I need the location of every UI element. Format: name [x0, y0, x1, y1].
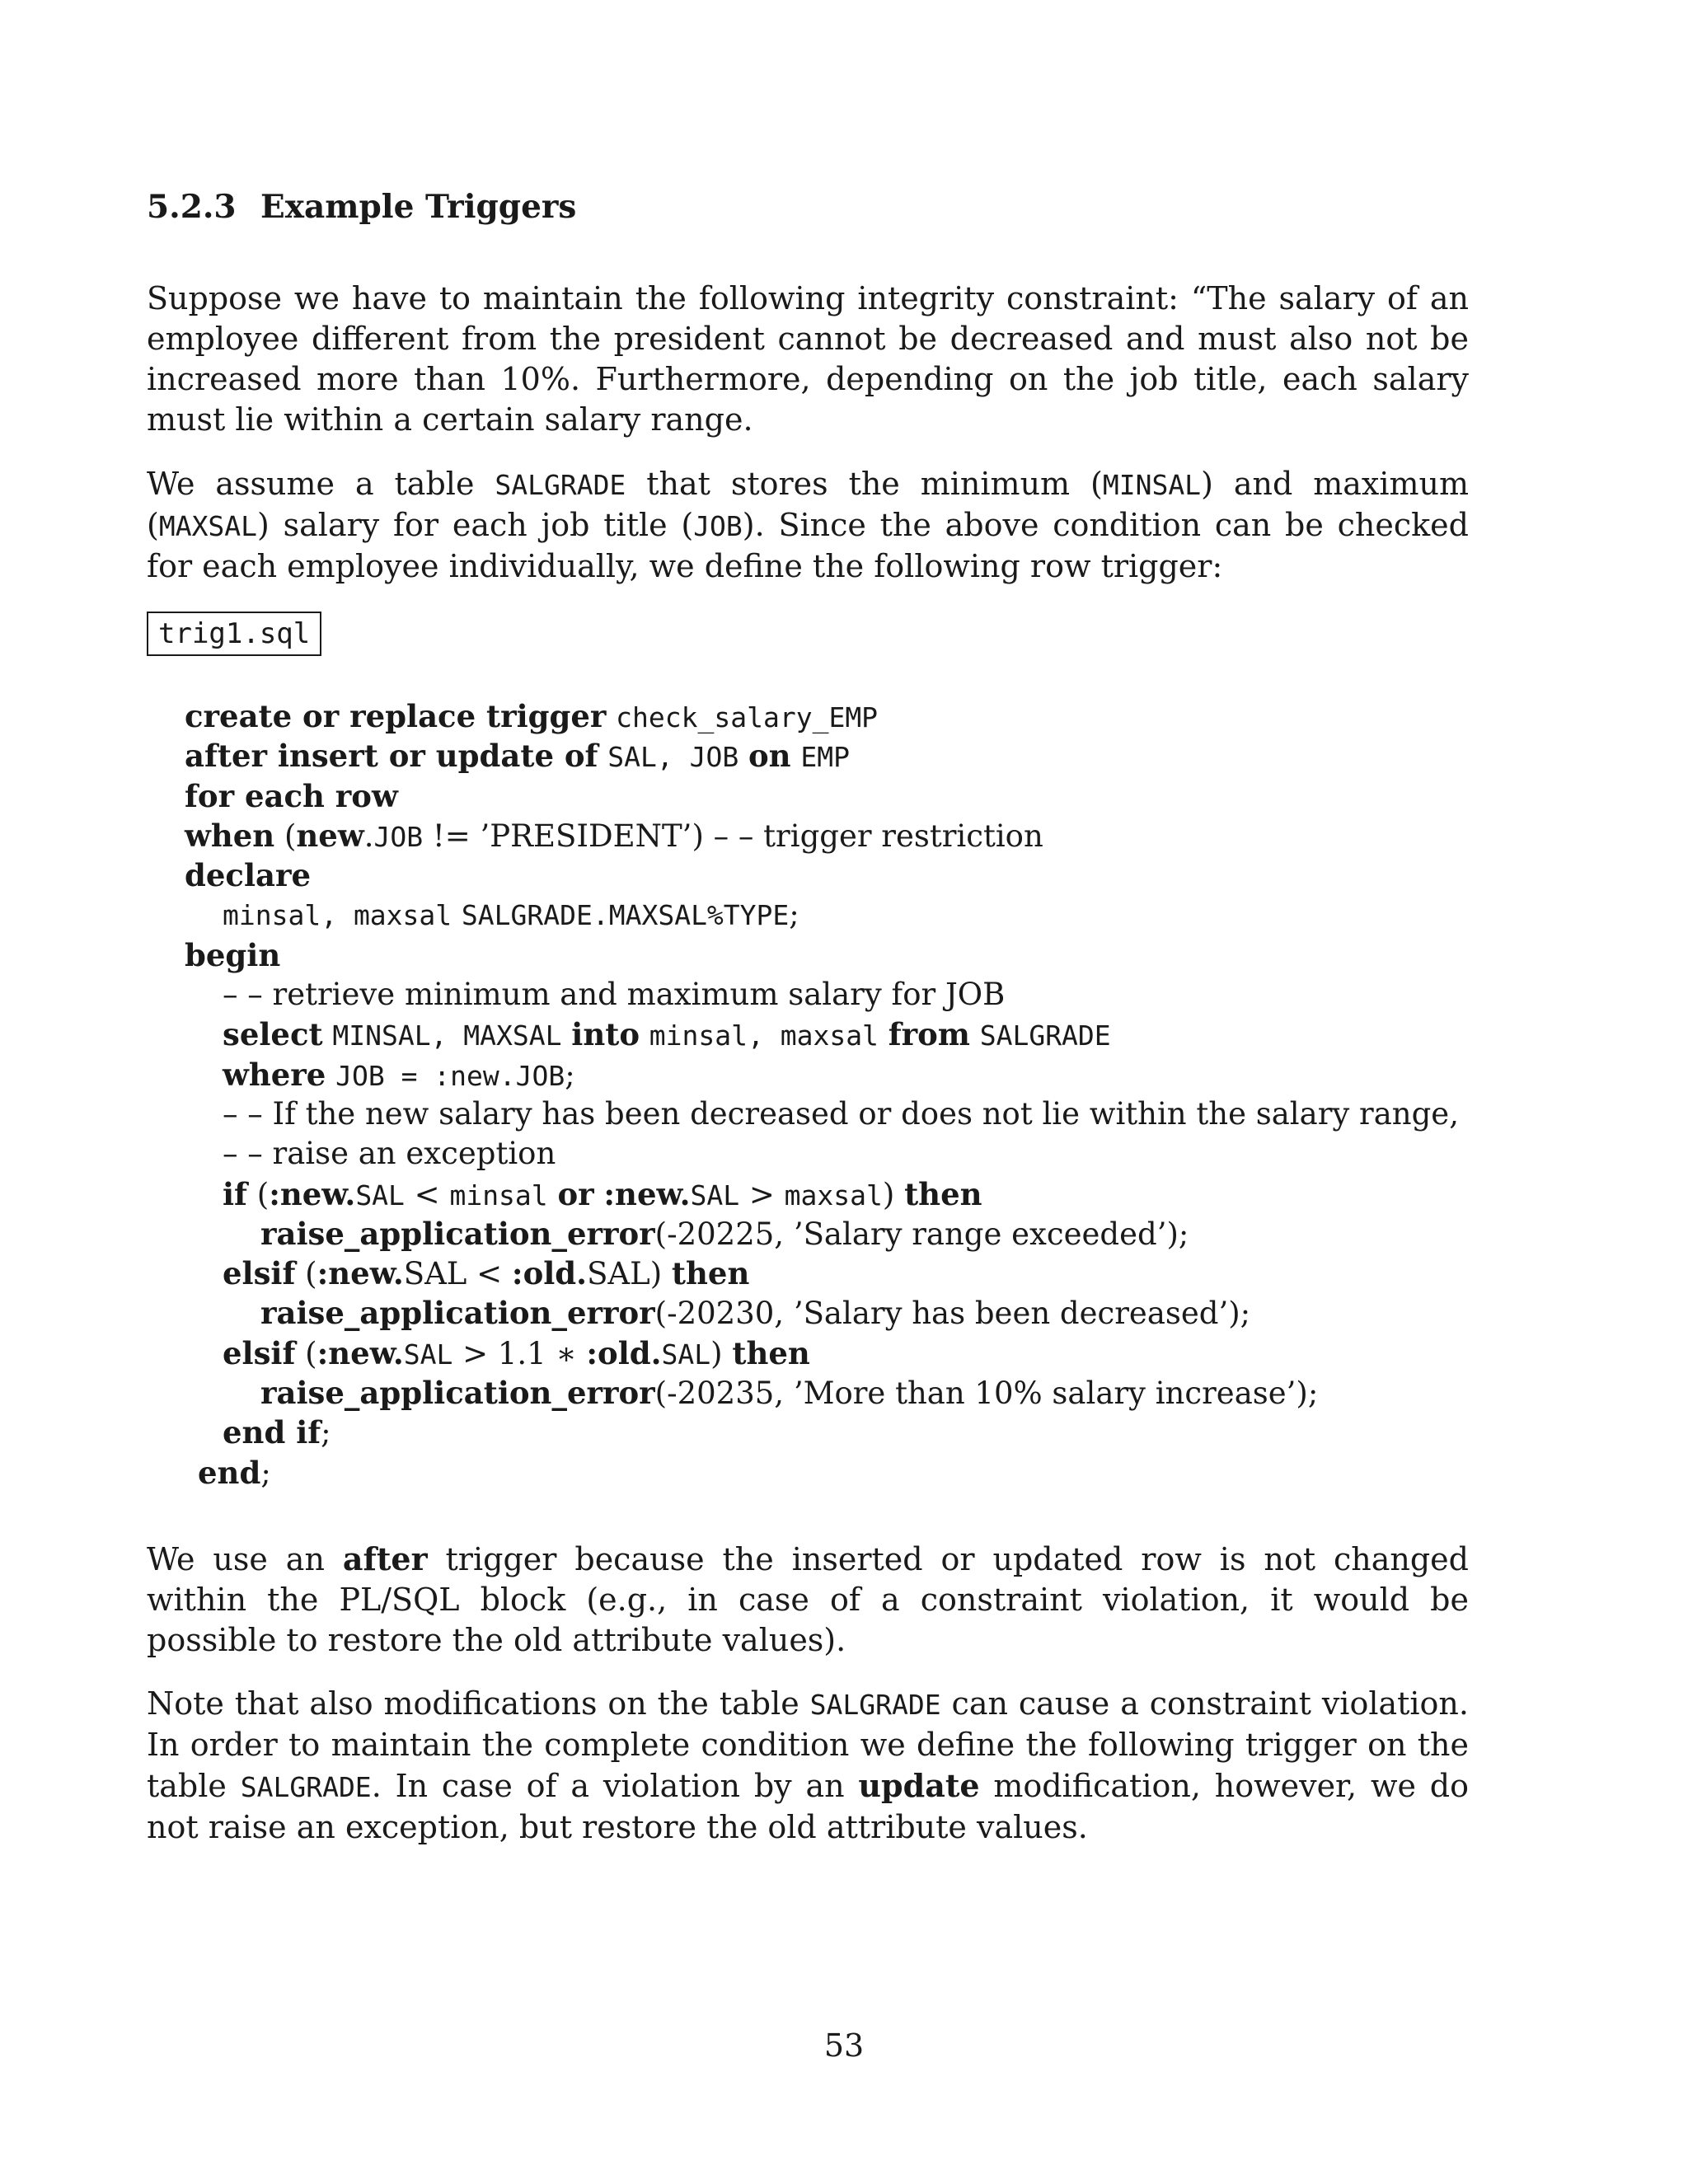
section-heading	[147, 188, 576, 226]
paragraph-after-trigger: We use an after trigger because the inserted or updated row is not changed within the PL/SQL block (e.g., in case of a constraint violation, it would be possible to restore the old attribute values).	[147, 1540, 1469, 1658]
code-line: raise_application_error(-20225, ’Salary range exceeded’);	[260, 1215, 1189, 1252]
code-line: where JOB = :new.JOB;	[223, 1056, 575, 1093]
section-title: Example Triggers	[260, 188, 577, 226]
code-line: raise_application_error(-20230, ’Salary has been decreased’);	[260, 1295, 1251, 1332]
paragraph-salgrade-note: Note that also modifications on the table SALGRADE can cause a constraint violation. In order to maintain the complete condition we define the following trigger on the table SALGRADE. In case of a violation by an update modification, however, we do not raise an exception, but restore the old attribute values.	[147, 1685, 1469, 1845]
section-number: 5.2.3	[147, 188, 237, 226]
code-line: begin	[185, 936, 281, 973]
paragraph-constraint: Suppose we have to maintain the following integrity constraint: “The salary of an employee different from the president cannot be decreased and must also not be increased more than 10%. Furthermore, depending on the job title, each salary must lie within a certain salary range.	[147, 280, 1469, 438]
code-line: create or replace trigger check_salary_EMP	[185, 698, 879, 734]
code-minsal: MINSAL	[1102, 469, 1202, 501]
file-label-box: trig1.sql	[147, 612, 321, 656]
code-line	[185, 975, 1503, 1015]
code-comment: – – If the new salary has been decreased or does not lie within the salary range,	[223, 1095, 1459, 1132]
paragraph-salgrade: We assume a table SALGRADE that stores the minimum (MINSAL) and maximum (MAXSAL) salary for each job title (JOB). Since the above condition can be checked for each employee individually, we define the following row trigger:	[147, 466, 1470, 584]
page-number: 53	[823, 2027, 865, 2064]
code-line: minsal, maxsal SALGRADE.MAXSAL%TYPE;	[223, 897, 799, 933]
code-line: raise_application_error(-20235, ’More than 10% salary increase’);	[260, 1375, 1319, 1412]
code-line: for each row	[185, 777, 398, 814]
code-line: end if;	[223, 1414, 331, 1451]
code-comment: – – raise an exception	[223, 1136, 556, 1172]
code-line: after insert or update of SAL, JOB on EMP	[185, 738, 850, 775]
code-maxsal: MAXSAL	[158, 510, 258, 542]
code-line: end;	[198, 1454, 271, 1491]
code-line	[185, 1094, 1503, 1134]
code-salgrade: SALGRADE	[495, 469, 626, 501]
code-line: declare	[185, 857, 312, 894]
code-line: elsif (:new.SAL > 1.1 ∗ :old.SAL) then	[223, 1334, 810, 1371]
code-comment: – – trigger restriction	[713, 818, 1043, 854]
code-line: when (new.JOB != ’PRESIDENT’) – – trigger restriction	[185, 817, 1043, 854]
code-line: if (:new.SAL < minsal or :new.SAL > maxsal) then	[223, 1175, 982, 1212]
code-line: elsif (:new.SAL < :old.SAL) then	[223, 1255, 750, 1292]
code-job: JOB	[693, 510, 743, 542]
code-listing	[185, 696, 1503, 1493]
code-line: select MINSAL, MAXSAL into minsal, maxsal from SALGRADE	[223, 1016, 1111, 1053]
code-line	[185, 1134, 1503, 1174]
code-comment: – – retrieve minimum and maximum salary for JOB	[223, 977, 1006, 1013]
